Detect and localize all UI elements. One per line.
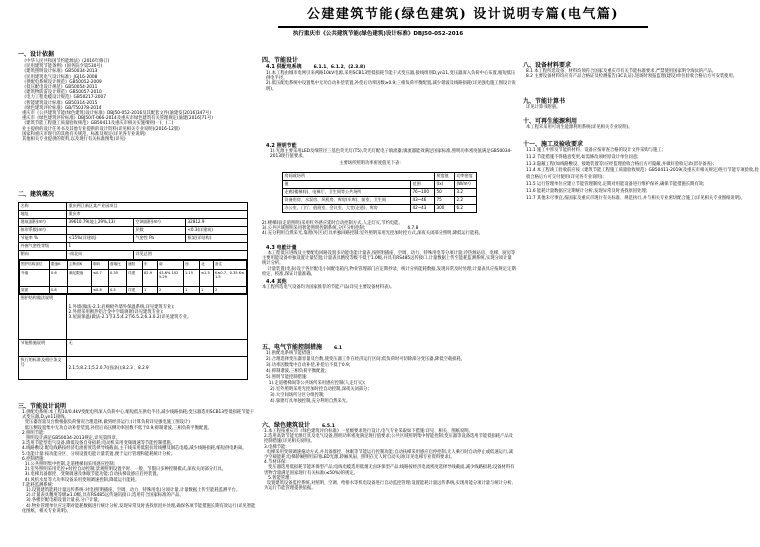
text-line: 1).走道楼梯间等公共场所采用感应控制(人走灯灭); [266,381,366,386]
envelope-note-line: 3.屋面保温(做法-2.1节3.5;4.2节6.5.2;6.3.0.2)详见建筑专业。 [68,315,192,321]
sec6-label: 六、绿色建筑设计 [262,422,311,429]
design-basis-item: 《绿色建筑评价标准》GB/T50378-2014 [22,105,102,111]
env-header: 朝向 [92,261,109,270]
lpd-cell: 2.2 [455,197,477,205]
cell-label: 空调面积(m²) [134,219,186,227]
lpd-cell: 43~46 [411,197,435,205]
lpd-header: 功率密度 [455,173,477,181]
subsection-42-after-lines [262,221,516,237]
section-heading-sec9: 九、节能计算书 [523,98,566,105]
env-header: 窗墙比 [109,261,127,270]
design-basis-item: 其他相关专业提供的资料,以及现行有关标准图集(详见) [22,137,126,143]
text-line: 1).本工程由城市电网引来两路10kV电源,采用SCB13型低损耗节能干式变压器,接线组别D,yn11,变压器深入负荷中心布置,缩短低压供电半径。 [266,71,516,82]
energy-design-line: 4).物业管理单位应定期对能耗数据进行统计分析,发现异常及时查找原因并处理,确保各项节能措施长期有效运行(详见智能化图纸、相关专业说明)。 [22,503,256,514]
energy-design-line: 3).电梯具备群控、变频调速及休眠节能功能;自动扶梯设感应启停装置。 [22,472,161,478]
cell-label: 围护结构做法说明 [19,295,67,340]
text-line: 3).功率因数集中自动补偿,补偿后不低于0.9; [266,363,351,368]
cell-value: <15%(详建筑) [67,235,134,243]
sec10-line: 本工程未采用可再生能源利用系统(详见相关专业说明)。 [526,125,633,130]
env-header: 主断面K [68,261,92,270]
cell-value: 框架(详结构) [186,235,248,243]
cell-value: 32812.9 [186,219,248,227]
env-cell: 0.8 [50,287,68,294]
cell-value: 39610.79(地上29%,13) [67,219,134,227]
text-line: 11.6 能耗计量数据应定期统计分析,发现异常及时查找原因处理; [526,188,648,194]
text-line: 计量装置(电表)设于各层配电小间配电箱内,物业管理部门应定期抄录、统计分析能耗数据,发现异常及时处理;计量表具应按规定定期检定、校准,保证计量准确。 [262,266,516,277]
cell-value: 详见总图 [134,251,248,260]
section-heading-building-overview: 二、建筑概况 [18,191,55,198]
cell-value: 重庆两江新区某产业园项目 [67,203,248,211]
envelope-note-line: 1.外墙(做法-2.1:岩棉板外墙外保温系统,详见建筑专业); [68,305,175,310]
text-line: 5.智能管理: [264,475,291,481]
env-cell: 2 [214,287,247,294]
env-cell: 0.5 [109,287,127,294]
env-cell: 1 [143,287,158,294]
design-basis-item: 《建筑照明设计标准》GB50034-2013 [22,69,98,75]
cell-value: 2.1.5;8.2.1;5.2.0.7((强条));8.2.3 、8.2.9 [67,357,248,380]
lpd-cell: 设备用房、水泵房、风机房、库房(车库)、前室、卫生间 [283,197,411,205]
energy-design-line: 变压器容量及台数根据负荷情况合理选择,做到经济运行;(计算负荷详见强电施工图设计) [22,420,190,426]
building-overview-table [18,202,248,380]
energy-design-lines [22,410,257,514]
subsection-41-ref: 6.1.1、6.1.2、(2.3.8) [313,65,366,70]
cell-label: 层数 [134,227,186,235]
env-cell: ≤0.7 [92,270,109,287]
lpd-header: (lx) [435,181,455,189]
text-line: 4.节材环保: [264,460,287,466]
section-heading-design-basis: 一、设计依据 [18,51,55,58]
text-line: 3).公共区域照明采用智能照明控制系统,分区分组控制; 6.7.8 [262,226,419,232]
env-cell: 1.15 [184,270,200,287]
text-line: 3.电梯节能: [264,444,287,450]
env-cell: 0.35 [109,270,127,287]
sec5-label: 五、电气节能控制措施 [262,344,323,351]
text-line: 5).照明节能控制措施: [266,375,308,380]
design-basis-item: 业主提供的设计任务书及其他专业提供的设计资料(详见相关专业说明)(2016-12版) [22,126,180,132]
section-heading-sec10: 十、可再生能源利用 [523,118,578,125]
text-line: 2).合理选择变压器容量及台数,使变压器工作在经济运行区间;低负荷时可切除部分变压器,降低空载损耗。 [266,357,466,362]
design-basis-item: 《电力工程电缆设计规范》GB50217-2007 [22,95,106,101]
lpd-cell: 走廊(楼梯间)、电梯厅、卫生间等公共场所 [283,189,411,197]
env-cell: 0.6 [50,270,68,287]
cell-label: 外窗气密性等级 [19,243,67,251]
energy-design-line: 1.供配电系统:本工程10/0.4kV变配电所深入负荷中心,缩短低压供电半径,减少线路损耗;变压器选用SCB13型低损耗节能干式变压器,D,yn11接线。 [22,410,255,421]
energy-design-line: 3.选用节能型电气设备,降低设备自身损耗;电动机采用变频调速等节能控制措施。 [22,441,176,447]
text-line: 2).楼梯间(走道照明)采用红外感应延时自动控制方式,人走灯灭,节约电能。 [262,221,403,226]
sec5-ref: 6.1 [334,346,342,351]
env-cell: 2 [158,287,184,294]
sec6-lines [264,429,516,491]
lighting-power-density-table [282,172,477,213]
text-line: 变压器选用低损耗节能环保型产品;电线电缆选用低烟无卤环保型产品;线路按经济电流密度选择导线截面,减少线路损耗;设备材料有害物含量满足国家现行有关标准(≤50%)的规定。 [264,465,515,476]
text-line: 8.2 主要设备材料均应有产品合格证及检测报告(3C认证),进场时须报监理(建设)单位验收合格后方可安装使用。 [526,74,738,80]
text-line: 1).供配电系统节能措施: [266,351,312,356]
cell-label: 节能率 % [19,235,67,243]
lighting-table-caption: 主要场所照明功率密度值见下表: [339,161,401,166]
text-line: 1).光源主要采用LED及细管径三基色荧光灯(T5),荧光灯配电子镇流器;镇流器能效满足国家标准,照明功率密度值满足GB50034-2013现行值要求。 [270,149,512,160]
text-line: 2).室外照明采用光控加时控自动控制,深夜关闭部分; [266,387,369,392]
env-header: 南 [158,261,184,270]
text-line: 2.选用高效节能光源灯具及电气设备,照明功率密度满足现行值要求;公共区域照明集中智能控制;变压器等设备选用节能低损耗产品及控制措施(详见相关说明)。 [264,434,513,445]
envelope-note-line: 2.外窗采用断热铝合金中空玻璃窗(详见建筑专业); [68,310,164,316]
env-cell: 屋面 [20,287,50,294]
lpd-header: 房间或场所 [283,173,435,181]
env-cell: 1 [200,287,214,294]
section-heading-sec4: 四、节能设计 [262,57,299,64]
cell-label: 朝向 [19,251,67,260]
text-line: 2).低压配电系统中设置集中无功自动补偿装置,补偿后功率因数≥0.9;三相负荷平衡配置,减少谐波及线路损耗(详见强电施工图设计说明)。 [266,81,516,92]
env-header: 遮阳 [127,261,143,270]
text-line: 11.1 施工中涉及节能的材料、设备应按审查合格的设计文件采购与施工; [526,148,663,153]
lpd-header: 范围 [411,181,435,189]
cell-label: 名称 [19,203,67,211]
sec11-lines [526,148,759,202]
env-header: 限值K [50,261,68,270]
cell-value: 无 [67,340,248,357]
text-line: 11.3 隐蔽工程(如线路敷设、接地装置等)应经监理验收合格后方可隐蔽,并做好验收记录(留存备查); [526,161,715,167]
design-basis-item: 《建筑节能工程施工质量验收规范》GB50411及重庆市相关实施细则(一)、(二) [22,121,174,127]
env-cell [68,287,92,294]
page-subtitle: 执行重庆市《公共建筑节能(绿色建筑)设计标准》DBJ50-052-2016 [292,31,464,37]
lpd-cell: 75 [435,197,455,205]
cell-value: 重庆市 [67,211,248,219]
lpd-header: 值 [283,181,411,189]
text-line: 4).充分利用自然采光,靠窗(外区)灯具单独回路控制;室外照明采用光控加时控方式,深夜关闭部分照明,降低运行能耗。 [262,231,483,237]
sec6-ref: 6.5.1 [322,424,335,429]
energy-design-line: 4).风机水泵等大功率设备采用变频调速控制,降低运行能耗。 [22,477,140,483]
cell-notes [67,295,248,340]
lpd-cell: 3.2 [455,189,477,197]
design-basis-list [22,59,250,142]
cell-label: 执行的标准及相应条文号 [19,357,67,380]
design-basis-item: 《建筑物防雷设计规范》GB50057-2010 [22,90,102,96]
text-line: 设置建筑设备监控系统,对照明、空调、给排水等机电设备进行自动监控管理;设置能耗计量远传系统,实现用能分项计量与统计分析,为运行节能管理提供依据。 [264,481,513,492]
cell-label: 节能措施说明 [19,340,67,357]
design-basis-item: 《民用建筑节能条例》(国务院令第530号) [22,64,103,70]
text-line: 电梯采用变频调速拖动方式,并具备群控、休眠等节能运行控制功能;自动扶梯采用感应启停控制,无人乘行时自动停止或低速运行,减少空载能耗;电梯轿厢照明采用LED光源,轿厢风扇、照明在无人时自动关闭(详见电梯专业资料要求)。 [264,449,513,461]
envelope-subtable-cell [19,260,248,295]
cell-label: 气密性 Pa [134,235,186,243]
sec8-lines [526,69,759,79]
energy-design-line: 1).设置建筑能耗计量远传系统-对电(照明插座、空调、动力、特殊用电)分项计量,计量数据上传至能耗监测平台。 [22,488,241,494]
design-basis-item: 重庆市《绿色建筑评价标准》DBJ50/T-066-2014及重庆市绿色建筑有关管理规定(渝建[2016]71号) [22,116,213,122]
section-heading-sec11: 十一、施工及验收要求 [523,141,584,148]
text-line: 1.本工程按重庆市《绿色建筑评价标准》一星级要求进行设计,电气专业采取如下措施:详见、相关、图纸说明。 [264,429,473,434]
design-basis-item: 国家和重庆市现行的其他有关规范、标准及规定(详见各专业说明) [22,131,146,137]
energy-design-line: 7.能耗监测系统: [22,482,54,488]
env-cell: ≤1.5 [200,270,214,287]
page-title: 公建建筑节能(绿色建筑) 设计说明专篇(电气篇) [278,3,648,28]
text-line: 3).大空间场所分区分组控制; [266,393,325,398]
cell-label: 体形系数(m²) [19,227,67,235]
subsection-43-title: 4.3 电能计量 [266,245,297,251]
env-cell: 43.6% 102 5.29 [158,270,184,287]
env-cell: 详建 [127,287,143,294]
cell-value: <0.3(详建筑) [186,227,248,235]
energy-design-line: 低压侧设置集中无功自动补偿装置,补偿后高压侧功率因数不低于0.9;抑制谐波,三相负荷平衡配置。 [22,425,212,431]
design-basis-item: 《民用建筑电气设计标准》JGJ16-2008 [22,74,98,80]
lpd-header: 照度值 [435,173,455,181]
lpd-cell: 300 [435,205,455,213]
design-basis-item: 《供配电系统设计规范》GB50052-2009 [22,79,102,85]
energy-design-line: 4.线路敷设:配电线路按经济电流密度选择导线截面,主干线采用低阻抗母线槽及铜芯电缆,减少线路损耗,缩短供电距离。 [22,446,247,452]
sec9-line: 详见计算书附册。 [526,105,561,110]
sec5-lines [266,351,516,405]
text-line: 4).靠窗灯具单独控制,充分利用自然采光。 [266,399,351,404]
lpd-cell: 办公室、门厅、值班室、会议室、大堂(走道)、库房 [283,205,411,213]
env-header: 围护结构部位 [20,261,50,270]
subsection-41-lines [266,71,516,92]
subsection-41-title [266,63,365,70]
cell-value: 1 [67,243,248,251]
env-cell: 详建 [127,270,143,287]
energy-design-line: 1).公共照明集中控制,走道楼梯间采用感应控制; [22,462,115,468]
lpd-cell: 42~43 [411,205,435,213]
env-header: 东 [143,261,158,270]
design-basis-item: 《低压配电设计规范》GB50054-2011 [22,85,98,91]
env-cell: 82.9 [143,270,158,287]
energy-design-line: 照明设计满足GB50034-2013规定,详见第四章。 [22,436,121,442]
text-line: 11.2 节能措施不得随意变更,如需修改须经原设计单位同意; [526,154,639,160]
section-heading-energy-design: 三、节能设计说明 [18,403,67,410]
env-header: 备注 [214,261,247,270]
env-cell: 外墙 [20,270,50,287]
lpd-cell: 6.2 [455,205,477,213]
design-basis-item: 《中华人民共和国节约能源法》(2016年修订) [22,59,110,64]
subsection-42-title: 4.2 照明节能 [266,143,297,149]
env-cell: 满足限值 [68,270,92,287]
energy-design-line: 2).室外照明采用光控+时控自动控制;景观照明设置平时、一般、节假日多种控制模式,深夜关闭部分灯具。 [22,467,226,473]
cell-label: 建筑面积(m²) [19,219,67,227]
section-heading-sec8: 八、设备材料要求 [523,62,572,69]
env-cell: K≤0.7、0.35 K≤1.5 [214,270,247,287]
cell-label: 地址 [19,211,67,219]
energy-design-line: 3).各楼层配电箱设置计量表,分户计量。 [22,498,102,504]
subsection-42-lines [270,149,516,159]
text-line: 11.7 其他未尽事宜,按国家及重庆市现行有关标准、规范执行,并与相关专业密切配合施工(详见相关专业图纸说明)。 [526,195,745,201]
design-basis-item: 《智能建筑设计标准》GB50314-2015 [22,100,98,106]
env-header: 西 [184,261,200,270]
lpd-header: (W/m²) [455,181,477,189]
section-heading-sec5 [262,342,342,351]
text-line: 4).抑制谐波,三相负荷平衡配置; [266,369,327,374]
subsection-41-label: 4.1 供配电系统 [266,64,302,70]
env-cell: ≤0.8 [92,287,109,294]
text-line: 11.4 本工程竣工验收前应按《建筑节能工程施工质量验收规范》GB50411-2019(及重庆市相关规定)进行节能专项验收,验收合格后方可交付使用(详见各专业说明); [526,168,759,181]
section-heading-sec6 [262,420,335,429]
energy-design-line: 5.电能计量:按功能分区、分项设置电能计量装置,便于运行管理和能耗统计分析。 [22,451,176,457]
lpd-cell: 76~100 [411,189,435,197]
cell-value [67,227,134,235]
text-line: 本工程低压进线及主要配电回路设置多功能电能计量表,按照明插座、空调、动力、特殊用电等分项计量;冷热源站房、电梯、厨房等主要用能设备单独设置计量装置;计量表具精度等级不低于1.0级,并具有RS485远传接口,计量数据上传至能耗监测系统,实现分项计量统计分析。 [262,251,516,267]
envelope-subtable [19,260,247,294]
energy-design-line: 2.照明节能: [22,430,45,436]
env-header: 北 [200,261,214,270]
text-line: 11.5 运行管理单位应建立节能管理制度,定期对用能设备进行维护保养,确保节能措施长期有效; [526,181,705,187]
subsection-44-title: 4.4 其他 [266,279,287,285]
lpd-cell: 50 [435,189,455,197]
design-basis-item: 重庆市《公共建筑节能(绿色建筑)设计标准》DBJ50-052-2016及其配套文件(渝建发[2016]347号) [22,111,212,117]
subsection-44-line: 本工程所选电气设备均为国家推荐的节能产品(详见主要设备材料表)。 [262,285,395,290]
text-line: 8.1 本工程所选设备、材料均须符合国家及重庆市有关节能标准要求,严禁使用国家明令淘汰的产品。 [526,69,717,74]
energy-design-line: 6.控制措施: [22,456,45,462]
energy-design-line: 2).计量表具精度等级≥1.0级,具有RS485远传通讯接口;选用符合国家标准的产品。 [22,493,184,499]
cell-value: -南北向 [67,251,134,260]
env-cell: 1 [184,287,200,294]
subsection-43-lines [262,251,516,277]
